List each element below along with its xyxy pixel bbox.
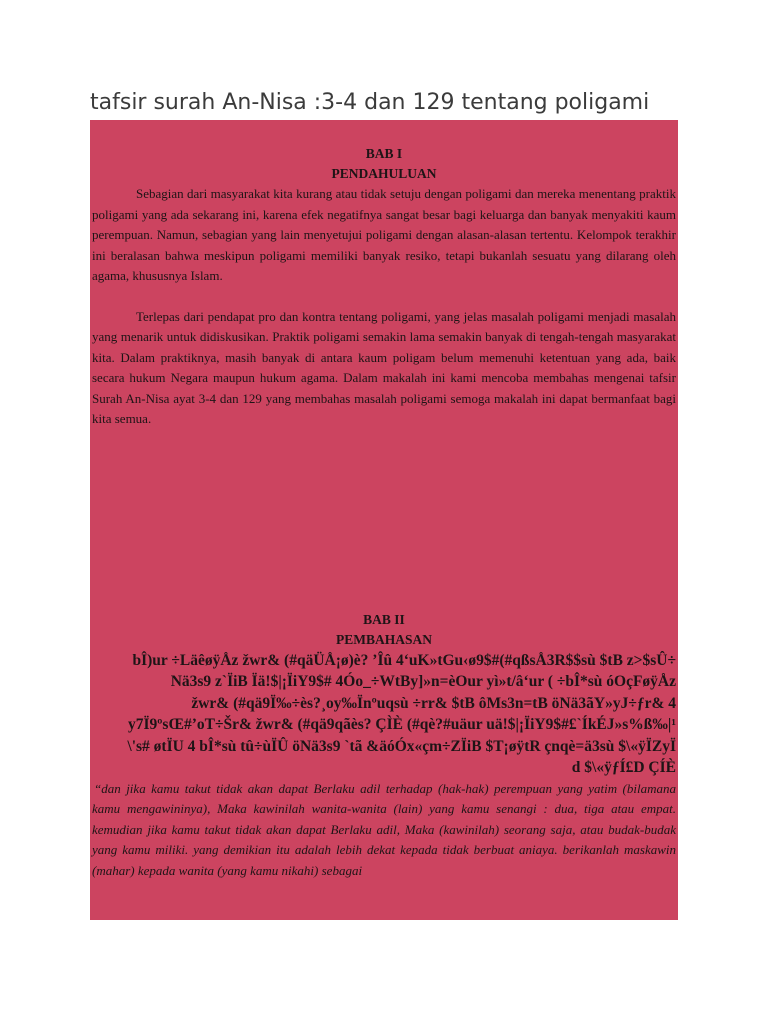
arabic-verse-line: žwr& (#qä9Ï‰÷ès?¸oy‰Ïnºuqsù ÷rr& $tB ôMs3n=tB öNä3ãY»yJ÷ƒr& 4	[191, 694, 676, 712]
document-title: tafsir surah An-Nisa :3-4 dan 129 tentang poligami	[90, 90, 650, 115]
document-page[interactable]	[90, 120, 678, 920]
bab1-label: BAB I	[365, 146, 403, 161]
arabic-verse-line: y7Ï9ºsŒ#’oT÷Šr& žwr& (#qä9qãès? ÇÌÈ (#qè?#uäur uä!$|¡ÏiY9$#£`ÍkÉJ»s%ß‰|¹	[128, 716, 676, 733]
bab1-paragraph-1: Sebagian dari masyarakat kita kurang atau tidak setuju dengan poligami dan mereka menentang praktik poligami yang ada sekarang ini, karena efek negatifnya sangat besar bagi keluarga dan banyak menyakiti kaum perempuan. Namun, sebagian yang lain menyetujui poligami dengan alasan-alasan tertentu. Kelompok terakhir ini beralasan bahwa meskipun poligami memiliki banyak resiko, tetapi bukanlah sesuatu yang dilarang oleh agama, khususnya Islam.	[92, 186, 676, 283]
arabic-verse-line: bÎ)ur ÷LäêøÿÅz žwr& (#qäÜÅ¡ø)è? ’Îû 4‘uK»tGu‹ø9$#(#qßsÅ3R$$sù $tB z>$sÛ÷	[132, 651, 676, 669]
bab1-heading: PENDAHULUAN	[331, 166, 437, 181]
section-spacer	[92, 430, 676, 610]
arabic-verse-line: \'s# øtÏU 4 bÎ*sù tû÷ùÏÛ öNä3s9 `tã &äóÓx«çm÷ZÏiB $T¡øÿtR çnqè=ä3sù $\«ÿÏZyÏ	[127, 737, 676, 755]
bab2-heading: PEMBAHASAN	[335, 631, 432, 647]
paragraph-spacer	[92, 287, 676, 307]
page-content	[90, 120, 678, 881]
arabic-verse-block	[92, 650, 676, 779]
arabic-verse-line: d $\«ÿƒÍ£D ÇÍÈ	[571, 759, 676, 776]
arabic-verse-line: Nä3s9 z`ÏiB Ïä!$|¡ÏiY9$# 4Óo_÷WtBy]»n=èOur yì»t/â‘ur ( ÷bÎ*sù óOçFøÿÅz	[170, 673, 676, 690]
verse-translation: “dan jika kamu takut tidak akan dapat Berlaku adil terhadap (hak-hak) perempuan yang yatim (bilamana kamu mengawininya), Maka kawinilah wanita-wanita (lain) yang kamu senangi : dua, tiga atau empat. kemudian jika kamu takut tidak akan dapat Berlaku adil, Maka (kawinilah) seorang saja, atau budak-budak yang kamu miliki. yang demikian itu adalah lebih dekat kepada tidak berbuat aniaya. berikanlah maskawin (mahar) kepada wanita (yang kamu nikahi) sebagai	[92, 780, 676, 878]
bab2-label: BAB II	[363, 611, 405, 627]
bab1-paragraph-2: Terlepas dari pendapat pro dan kontra tentang poligami, yang jelas masalah poligami menjadi masalah yang menarik untuk didiskusikan. Praktik poligami semakin lama semakin banyak di tengah-tengah masyarakat kita. Dalam praktiknya, masih banyak di antara kaum poligam belum memenuhi ketentuan yang ada, baik secara hukum Negara maupun hukum agama. Dalam makalah ini kami mencoba membahas mengenai tafsir Surah An-Nisa ayat 3-4 dan 129 yang membahas masalah poligami semoga makalah ini dapat bermanfaat bagi kita semua.	[92, 308, 676, 426]
